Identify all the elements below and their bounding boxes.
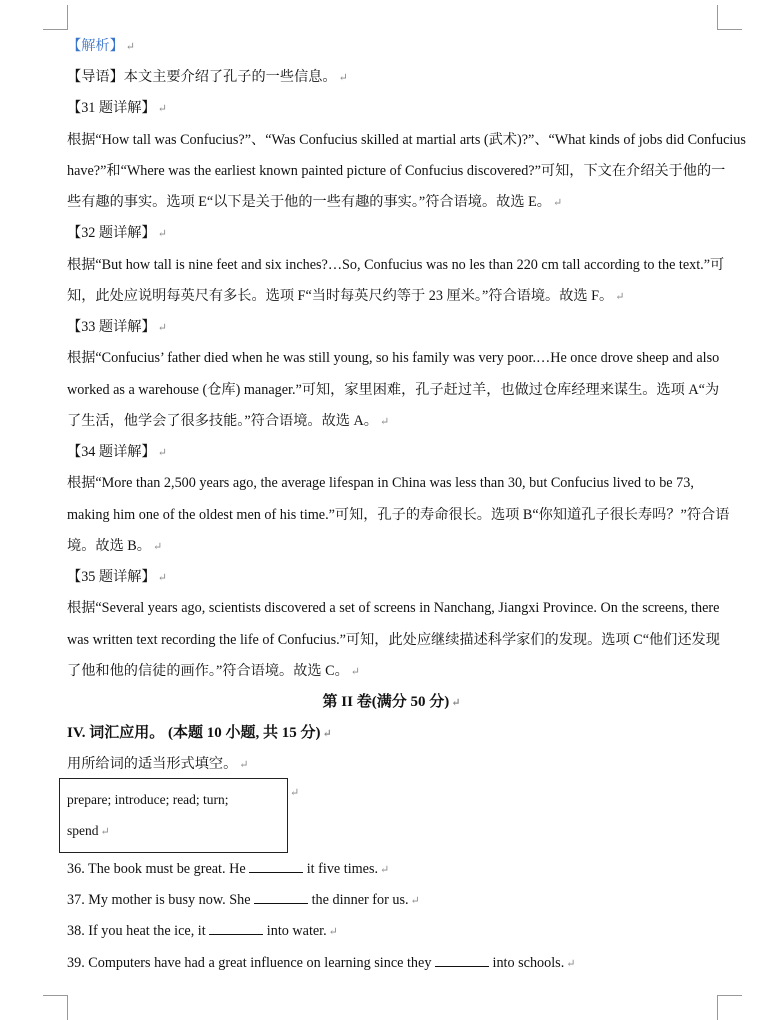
answer-blank[interactable] [254,890,308,904]
item-36: 36. The book must be great. He it five times. ↵ [67,861,390,877]
q32-heading: 【32 题详解】 ↵ [67,225,167,241]
corner-mark-bottom-left [43,995,68,1020]
intro-line: 【导语】本文主要介绍了孔子的一些信息。 ↵ [67,69,348,85]
q34-line-1: 根据“More than 2,500 years ago, the average lifespan in China was less than 30, but Confucius lived to be 73, [67,475,694,491]
analysis-heading: 【解析】 ↵ [67,38,135,54]
q34-heading: 【34 题详解】 ↵ [67,444,167,460]
item-37: 37. My mother is busy now. She the dinner for us. ↵ [67,892,420,908]
q31-line-1: 根据“How tall was Confucius?”、“Was Confucius skilled at martial arts (武术)?”、“What kinds of jobs did Confucius [67,132,746,148]
word-box [59,778,288,853]
answer-blank[interactable] [209,921,263,935]
word-box-line-1: prepare; introduce; read; turn; [67,792,229,807]
q31-line-2: have?”和“Where was the earliest known painted picture of Confucius discovered?”可知，下文在介绍关于他的一 [67,163,726,179]
corner-mark-top-left [43,5,68,30]
q33-line-1: 根据“Confucius’ father died when he was still young, so his family was very poor.…He once drove sheep and also [67,350,720,366]
part4-title: IV. 词汇应用。 (本题 10 小题, 共 15 分) ↵ [67,725,332,741]
instruction: 用所给词的适当形式填空。 ↵ [67,756,249,772]
item-39: 39. Computers have had a great influence on learning since they into schools. ↵ [67,955,576,971]
corner-mark-top-right [717,5,742,30]
word-box-end-mark: ↵ [290,787,300,799]
q31-line-3: 些有趣的事实。选项 E“以下是关于他的一些有趣的事实。”符合语境。故选 E。 ↵ [67,194,563,210]
q32-line-1: 根据“But how tall is nine feet and six inches?…So, Confucius was no les than 220 cm tall according to the text.”可 [67,257,725,273]
section-title: 第 II 卷(满分 50 分) ↵ [322,694,461,710]
answer-blank[interactable] [435,953,489,967]
q33-line-3: 了生活，他学会了很多技能。”符合语境。故选 A。 ↵ [67,413,390,429]
q33-heading: 【33 题详解】 ↵ [67,319,167,335]
corner-mark-bottom-right [717,995,742,1020]
q35-line-1: 根据“Several years ago, scientists discovered a set of screens in Nanchang, Jiangxi Province. On the screens, there [67,600,720,616]
item-38: 38. If you heat the ice, it into water. ↵ [67,923,338,939]
q34-line-2: making him one of the oldest men of his time.”可知，孔子的寿命很长。选项 B“你知道孔子很长寿吗？”符合语 [67,507,730,523]
q35-heading: 【35 题详解】 ↵ [67,569,167,585]
q35-line-2: was written text recording the life of Confucius.”可知，此处应继续描述科学家们的发现。选项 C“他们还发现 [67,632,720,648]
q34-line-3: 境。故选 B。 ↵ [67,538,163,554]
q31-heading: 【31 题详解】 ↵ [67,100,167,116]
q35-line-3: 了他和他的信徒的画作。”符合语境。故选 C。 ↵ [67,663,360,679]
answer-blank[interactable] [249,859,303,873]
q33-line-2: worked as a warehouse (仓库) manager.”可知，家里困难，孔子赶过羊，也做过仓库经理来谋生。选项 A“为 [67,382,720,398]
q32-line-2: 知，此处应说明每英尺有多长。选项 F“当时每英尺约等于 23 厘米。”符合语境。故选 F。 ↵ [67,288,625,304]
word-box-line-2: spend ↵ [67,823,110,838]
